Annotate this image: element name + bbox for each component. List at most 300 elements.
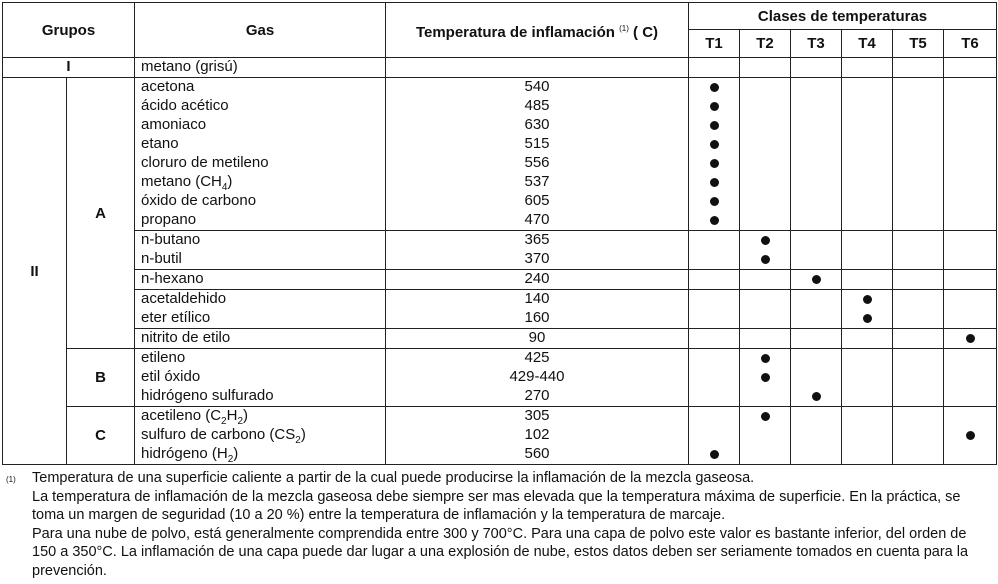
class-cell-t6 <box>944 349 997 407</box>
class-slot <box>791 270 841 289</box>
class-slot <box>740 387 790 406</box>
class-slot <box>944 250 996 269</box>
class-slot <box>791 135 841 154</box>
temp-value: 102 <box>524 426 550 443</box>
gas-name-text: nitrito de etilo <box>141 329 231 346</box>
class-slot <box>893 192 943 211</box>
header-gas: Gas <box>135 3 386 58</box>
header-clases: Clases de temperaturas <box>689 3 997 30</box>
class-slot <box>944 309 996 328</box>
class-slot <box>893 154 943 173</box>
class-slot <box>791 426 841 445</box>
class-slot <box>842 426 892 445</box>
gas-name <box>141 116 385 135</box>
class-slot <box>791 97 841 116</box>
gas-name-text: acetaldehido <box>141 290 227 307</box>
class-slot <box>944 426 996 445</box>
class-slot <box>893 78 943 97</box>
class-slot <box>893 135 943 154</box>
class-slot <box>689 387 739 406</box>
class-cell-t5 <box>893 349 944 407</box>
class-slot <box>893 250 943 269</box>
class-slot <box>944 231 996 250</box>
class-cell-t1 <box>689 231 740 270</box>
class-dot-icon <box>812 392 821 401</box>
gas-name-text: óxido de carbono <box>141 192 257 209</box>
class-cell-t4 <box>842 407 893 465</box>
temp-value: 515 <box>524 135 550 152</box>
class-slot <box>944 116 996 135</box>
header-t2: T2 <box>740 30 791 58</box>
gas-name <box>141 97 385 116</box>
class-slot <box>740 173 790 192</box>
class-slot <box>944 97 996 116</box>
class-slot <box>842 231 892 250</box>
class-cell-t3 <box>791 290 842 329</box>
class-slot <box>893 173 943 192</box>
class-slot <box>689 173 739 192</box>
class-cell-t5 <box>893 78 944 231</box>
class-slot <box>689 250 739 269</box>
class-slot <box>740 135 790 154</box>
class-cell-t4 <box>842 231 893 270</box>
class-cell-t4 <box>842 329 893 349</box>
class-slot <box>740 445 790 464</box>
class-slot <box>740 154 790 173</box>
table-row <box>3 290 997 329</box>
temp-value: 370 <box>524 250 550 267</box>
gas-subscript: 2 <box>295 435 301 446</box>
temp-value: 425 <box>524 349 550 366</box>
class-slot <box>740 78 790 97</box>
class-slot <box>689 426 739 445</box>
class-slot <box>944 211 996 230</box>
table-row <box>3 329 997 349</box>
class-dot-icon <box>710 102 719 111</box>
class-slot <box>944 368 996 387</box>
temp-cell <box>386 407 689 465</box>
class-slot <box>893 426 943 445</box>
class-slot <box>842 309 892 328</box>
class-slot <box>791 173 841 192</box>
table-row <box>3 231 997 270</box>
subgroup-label: A <box>67 78 135 349</box>
class-slot <box>740 368 790 387</box>
class-slot <box>944 135 996 154</box>
gas-cell <box>135 58 386 78</box>
class-cell-t1 <box>689 349 740 407</box>
gas-name <box>141 211 385 230</box>
header-temperatura <box>386 3 689 58</box>
class-cell-t6 <box>944 290 997 329</box>
class-slot <box>791 309 841 328</box>
class-slot <box>791 445 841 464</box>
gas-name <box>141 250 385 269</box>
class-cell-t4 <box>842 58 893 78</box>
gas-name-text: n-hexano <box>141 270 204 287</box>
class-cell-t6 <box>944 407 997 465</box>
class-slot <box>842 116 892 135</box>
class-slot <box>689 154 739 173</box>
gas-name <box>141 426 385 445</box>
class-dot-icon <box>710 140 719 149</box>
class-slot <box>689 135 739 154</box>
footnote-paragraph: La temperatura de inflamación de la mezcla gaseosa debe siempre ser mas elevada que la temperatura máxima de superficie. En la práctica, se toma un margen de seguridad (10 a 20 %) entre la temperatura de inflamación y la temperatura de marcaje. <box>32 488 961 524</box>
gas-name-text: n-butano <box>141 231 201 248</box>
class-slot <box>689 97 739 116</box>
class-slot <box>689 407 739 426</box>
gas-subscript: 4 <box>221 182 228 193</box>
class-slot <box>893 231 943 250</box>
temp-value: 560 <box>524 445 550 462</box>
class-cell-t6 <box>944 78 997 231</box>
class-cell-t4 <box>842 78 893 231</box>
class-slot <box>842 290 892 309</box>
class-slot <box>740 329 790 348</box>
gas-name <box>141 387 385 406</box>
class-slot <box>689 231 739 250</box>
class-dot-icon <box>710 83 719 92</box>
class-cell-t2 <box>740 78 791 231</box>
class-dot-icon <box>710 197 719 206</box>
gas-name-text: metano (CH <box>141 173 222 190</box>
class-slot <box>944 290 996 309</box>
class-slot <box>740 211 790 230</box>
class-slot <box>842 445 892 464</box>
header-t1: T1 <box>689 30 740 58</box>
gas-name-text: amoniaco <box>141 116 207 133</box>
table-row <box>3 349 997 407</box>
class-slot <box>944 173 996 192</box>
class-slot <box>689 192 739 211</box>
gas-subscript: 2 <box>227 454 234 465</box>
class-slot <box>842 173 892 192</box>
gas-name <box>141 290 385 309</box>
class-cell-t5 <box>893 329 944 349</box>
class-slot <box>791 349 841 368</box>
class-cell-t6 <box>944 270 997 290</box>
class-slot <box>791 290 841 309</box>
class-slot <box>944 78 996 97</box>
class-slot <box>689 290 739 309</box>
class-cell-t2 <box>740 407 791 465</box>
temp-value: 90 <box>528 329 546 346</box>
class-slot <box>791 116 841 135</box>
gas-name-text: etano <box>141 135 179 152</box>
class-slot <box>740 349 790 368</box>
class-slot <box>791 250 841 269</box>
class-cell-t6 <box>944 329 997 349</box>
class-cell-t6 <box>944 231 997 270</box>
temp-value: 140 <box>524 290 550 307</box>
class-slot <box>791 329 841 348</box>
gas-name-text: propano <box>141 211 197 228</box>
class-slot <box>944 387 996 406</box>
class-cell-t2 <box>740 58 791 78</box>
table-row <box>3 407 997 465</box>
gas-cell <box>135 270 386 290</box>
class-slot <box>944 270 996 289</box>
class-slot <box>893 445 943 464</box>
class-slot <box>740 192 790 211</box>
class-slot <box>944 154 996 173</box>
class-cell-t6 <box>944 58 997 78</box>
class-cell-t1 <box>689 290 740 329</box>
gas-cell <box>135 290 386 329</box>
temp-value: 470 <box>524 211 550 228</box>
gas-name <box>141 270 385 289</box>
gas-name <box>141 349 385 368</box>
group-label: II <box>3 78 67 465</box>
temp-value: 540 <box>524 78 550 95</box>
class-cell-t1 <box>689 58 740 78</box>
temp-value: 270 <box>524 387 550 404</box>
gas-name-mid: H <box>226 407 238 424</box>
footnote-paragraph: Para una nube de polvo, está generalmente comprendida entre 300 y 700°C. Para una capa de polvo este valor es bastante inferior, del orden de 150 a 350°C. La inflamación de una capa puede dar lugar a una explosión de nube, estos datos deben ser seriamente tomados en cuenta para la prevención. <box>32 525 969 579</box>
gas-name-text: sulfuro de carbono (CS <box>141 426 296 443</box>
gas-name: metano (grisú) <box>141 58 238 75</box>
class-slot <box>842 192 892 211</box>
gas-name <box>141 154 385 173</box>
gas-name <box>141 231 385 250</box>
class-slot <box>944 192 996 211</box>
class-slot <box>842 135 892 154</box>
class-slot <box>944 445 996 464</box>
class-slot <box>791 231 841 250</box>
class-dot-icon <box>812 275 821 284</box>
class-cell-t4 <box>842 270 893 290</box>
class-slot <box>842 387 892 406</box>
gas-name-text: acetileno (C <box>141 407 222 424</box>
gas-cell <box>135 231 386 270</box>
class-slot <box>893 349 943 368</box>
class-slot <box>791 211 841 230</box>
class-cell-t4 <box>842 290 893 329</box>
gas-name-end: ) <box>243 407 249 424</box>
class-slot <box>740 426 790 445</box>
class-dot-icon <box>761 373 770 382</box>
class-slot <box>740 290 790 309</box>
class-slot <box>842 368 892 387</box>
class-cell-t2 <box>740 231 791 270</box>
class-cell-t2 <box>740 290 791 329</box>
gas-name-end: ) <box>227 173 233 190</box>
group-label: I <box>3 58 135 78</box>
temp-cell <box>386 270 689 290</box>
class-slot <box>689 349 739 368</box>
class-cell-t2 <box>740 349 791 407</box>
class-dot-icon <box>710 121 719 130</box>
gas-name <box>141 135 385 154</box>
temp-value: 605 <box>524 192 550 209</box>
class-cell-t3 <box>791 270 842 290</box>
class-cell-t3 <box>791 231 842 270</box>
temp-value: 537 <box>524 173 550 190</box>
class-slot <box>689 270 739 289</box>
gas-name-text: etileno <box>141 349 186 366</box>
header-temperatura-footnote: (1) <box>619 23 629 33</box>
class-dot-icon <box>966 431 975 440</box>
header-temperatura-label: Temperatura de inflamación <box>415 23 615 41</box>
subgroup-label: B <box>67 349 135 407</box>
class-cell-t3 <box>791 329 842 349</box>
class-cell-t1 <box>689 407 740 465</box>
class-cell-t1 <box>689 329 740 349</box>
class-dot-icon <box>863 295 872 304</box>
class-slot <box>893 407 943 426</box>
gas-name <box>141 445 385 464</box>
class-slot <box>842 78 892 97</box>
gas-name <box>141 173 385 192</box>
class-slot <box>791 78 841 97</box>
header-temperatura-unit: ( C) <box>633 23 659 41</box>
class-slot <box>740 231 790 250</box>
class-cell-t3 <box>791 407 842 465</box>
class-slot <box>689 309 739 328</box>
class-cell-t3 <box>791 349 842 407</box>
gas-classification-table <box>2 2 997 465</box>
class-slot <box>893 309 943 328</box>
class-cell-t1 <box>689 78 740 231</box>
class-cell-t2 <box>740 329 791 349</box>
class-slot <box>740 309 790 328</box>
class-slot <box>689 329 739 348</box>
class-slot <box>791 154 841 173</box>
gas-name-end: ) <box>233 445 239 462</box>
class-slot <box>740 270 790 289</box>
class-slot <box>842 407 892 426</box>
class-slot <box>740 250 790 269</box>
class-slot <box>689 211 739 230</box>
class-dot-icon <box>761 412 770 421</box>
class-cell-t5 <box>893 231 944 270</box>
class-slot <box>842 349 892 368</box>
temp-value: 556 <box>524 154 550 171</box>
header-grupos: Grupos <box>3 3 135 58</box>
class-slot <box>842 270 892 289</box>
class-slot <box>740 97 790 116</box>
class-slot <box>689 368 739 387</box>
temp-cell <box>386 231 689 270</box>
gas-name-text: hidrógeno (H <box>141 445 228 462</box>
subgroup-label: C <box>67 407 135 465</box>
temp-value: 365 <box>524 231 550 248</box>
class-slot <box>689 445 739 464</box>
gas-name-text: etil óxido <box>141 368 201 385</box>
class-dot-icon <box>761 354 770 363</box>
class-dot-icon <box>710 216 719 225</box>
class-slot <box>689 116 739 135</box>
class-slot <box>944 349 996 368</box>
gas-name-text: ácido acético <box>141 97 229 114</box>
class-slot <box>791 387 841 406</box>
class-slot <box>944 329 996 348</box>
class-slot <box>791 407 841 426</box>
gas-name-text: cloruro de metileno <box>141 154 269 171</box>
gas-name-end: ) <box>300 426 306 443</box>
header-t5: T5 <box>893 30 944 58</box>
gas-name <box>141 309 385 328</box>
class-slot <box>893 368 943 387</box>
class-slot <box>842 329 892 348</box>
temp-value: 485 <box>524 97 550 114</box>
temp-value: 305 <box>524 407 550 424</box>
class-slot <box>893 290 943 309</box>
class-cell-t5 <box>893 407 944 465</box>
footnotes <box>6 469 992 581</box>
temp-cell <box>386 58 689 78</box>
gas-name <box>141 78 385 97</box>
class-slot <box>893 97 943 116</box>
gas-name <box>141 329 385 348</box>
temp-value: 240 <box>524 270 550 287</box>
class-slot <box>842 211 892 230</box>
class-slot <box>689 78 739 97</box>
class-slot <box>893 387 943 406</box>
temp-cell <box>386 329 689 349</box>
gas-name-text: acetona <box>141 78 195 95</box>
class-dot-icon <box>863 314 872 323</box>
class-dot-icon <box>966 334 975 343</box>
temp-value: 429-440 <box>509 368 565 385</box>
class-dot-icon <box>761 236 770 245</box>
header-t6: T6 <box>944 30 997 58</box>
table-row <box>3 270 997 290</box>
gas-name-text: hidrógeno sulfurado <box>141 387 274 404</box>
class-cell-t1 <box>689 270 740 290</box>
class-slot <box>740 407 790 426</box>
gas-subscript: 2 <box>221 416 227 427</box>
class-slot <box>842 154 892 173</box>
gas-name <box>141 192 385 211</box>
class-slot <box>791 192 841 211</box>
footnote-paragraph: Temperatura de una superficie caliente a partir de la cual puede producirse la inflamación de la mezcla gaseosa. <box>32 470 755 486</box>
class-cell-t5 <box>893 270 944 290</box>
class-dot-icon <box>761 255 770 264</box>
class-dot-icon <box>710 450 719 459</box>
table-row <box>3 78 997 231</box>
class-slot <box>893 211 943 230</box>
class-cell-t5 <box>893 290 944 329</box>
gas-name-text: n-butil <box>141 250 182 267</box>
temp-cell <box>386 290 689 329</box>
class-cell-t3 <box>791 58 842 78</box>
gas-name <box>141 407 385 426</box>
class-slot <box>893 270 943 289</box>
gas-name <box>141 368 385 387</box>
temp-value: 160 <box>524 309 550 326</box>
gas-name-text: eter etílico <box>141 309 211 326</box>
class-dot-icon <box>710 178 719 187</box>
class-cell-t5 <box>893 58 944 78</box>
class-cell-t3 <box>791 78 842 231</box>
class-slot <box>791 368 841 387</box>
temp-value: 630 <box>524 116 550 133</box>
temp-cell <box>386 349 689 407</box>
class-dot-icon <box>710 159 719 168</box>
class-slot <box>842 250 892 269</box>
class-cell-t2 <box>740 270 791 290</box>
header-t3: T3 <box>791 30 842 58</box>
table-row <box>3 58 997 78</box>
class-slot <box>893 329 943 348</box>
gas-subscript: 2 <box>237 416 244 427</box>
class-slot <box>893 116 943 135</box>
gas-cell <box>135 407 386 465</box>
footnote-mark: (1) <box>6 475 16 484</box>
gas-cell <box>135 329 386 349</box>
class-slot <box>740 116 790 135</box>
